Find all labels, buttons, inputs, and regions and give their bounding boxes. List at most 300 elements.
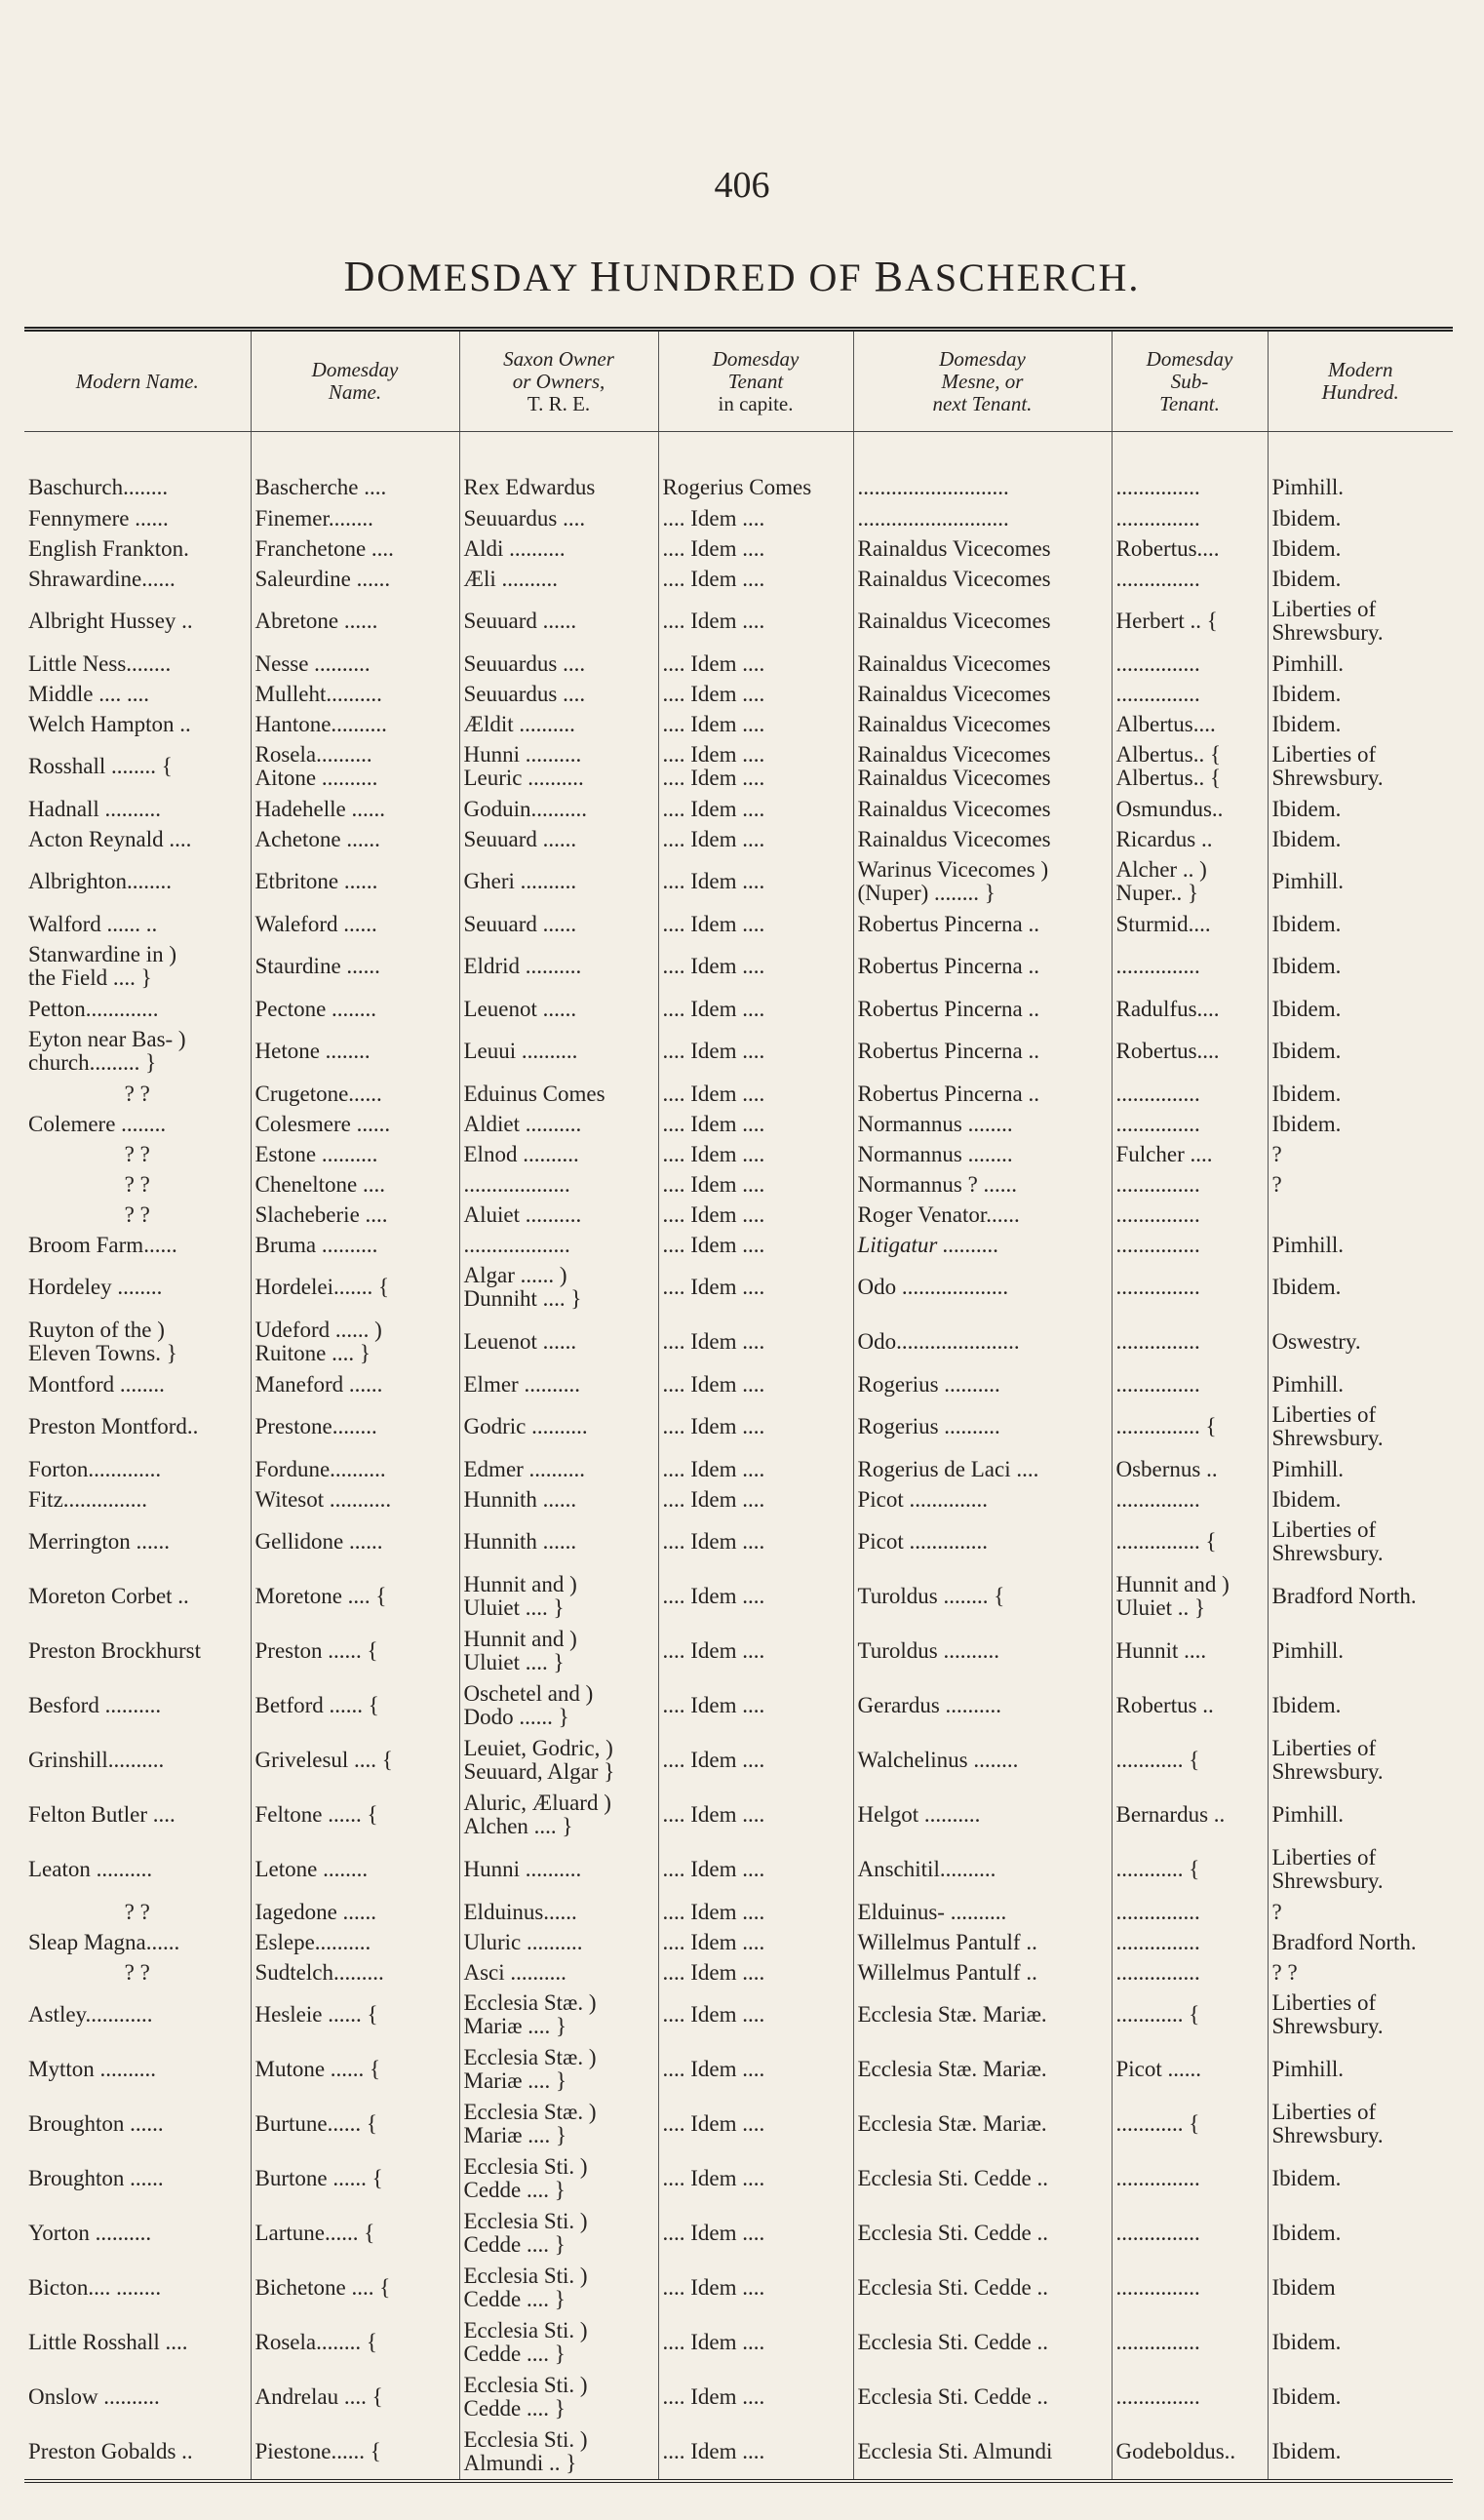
cell-saxon: Seuuardus .... [459, 649, 658, 679]
cell-mesne: Rainaldus Vicecomes [853, 594, 1112, 649]
cell-domesday: Colesmere ...... [251, 1109, 459, 1139]
cell-mesne: ........................... [853, 471, 1112, 503]
table-row [24, 1957, 1453, 1988]
cell-hundred: Ibidem. [1271, 796, 1342, 821]
cell-tenant: .... Idem .... [658, 1079, 853, 1109]
cell-modern: Rosshall ........ { [24, 739, 251, 794]
cell-sub: Hunnit and ) Uluiet .. } [1112, 1569, 1268, 1624]
cell-tenant: .... Idem .... [658, 2206, 853, 2261]
cell-domesday: Moretone .... { [251, 1569, 459, 1624]
cell-hundred: Liberties of Shrewsbury. [1271, 1990, 1384, 2038]
cell-hundred: Ibidem. [1271, 2384, 1342, 2409]
cell-hundred: Ibidem. [1268, 2424, 1453, 2481]
cell-mesne: Rainaldus Vicecomes [853, 649, 1112, 679]
cell-tenant: .... Idem .... [658, 1515, 853, 1569]
cell-mesne: Elduinus- .......... [853, 1897, 1112, 1927]
cell-mesne: Roger Venator...... [853, 1200, 1112, 1230]
cell-sub: ............... [1112, 1927, 1268, 1957]
cell-mesne: Ecclesia Stæ. Mariæ. [853, 1988, 1112, 2042]
cell-tenant: .... Idem .... [658, 1569, 853, 1624]
cell-tenant: .... Idem .... [658, 1927, 853, 1957]
cell-tenant: .... Idem .... [658, 649, 853, 679]
cell-domesday: Mulleht.......... [251, 679, 459, 709]
table-row [24, 2424, 1453, 2481]
cell-mesne: Rainaldus Vicecomes [853, 794, 1112, 824]
cell-saxon: ................... [459, 1230, 658, 1260]
cell-tenant: .... Idem .... [658, 503, 853, 533]
table-row [24, 1399, 1453, 1454]
cell-tenant: .... Idem .... [658, 2151, 853, 2206]
cell-saxon: Seuuard ...... [459, 594, 658, 649]
cell-modern: English Frankton. [24, 533, 251, 564]
header-mesne-tenant: Domesday Mesne, or next Tenant. [853, 330, 1112, 432]
cell-modern: Colemere ........ [24, 1109, 251, 1139]
cell-domesday: Franchetone .... [251, 533, 459, 564]
cell-modern: Albright Hussey .. [24, 594, 251, 649]
cell-saxon: Gheri .......... [459, 854, 658, 909]
cell-tenant: .... Idem .... [658, 2424, 853, 2481]
header-sub-tenant: Domesday Sub- Tenant. [1112, 330, 1268, 432]
cell-hundred: Ibidem. [1271, 826, 1342, 851]
cell-tenant: .... Idem .... [658, 1897, 853, 1927]
cell-saxon: Ecclesia Stæ. ) Mariæ .... } [459, 2097, 658, 2151]
cell-domesday: Rosela........ { [251, 2315, 459, 2370]
cell-modern: Merrington ...... [24, 1515, 251, 1569]
cell-hundred: Ibidem. [1271, 954, 1342, 978]
table-row [24, 1230, 1453, 1260]
cell-sub: Albertus.... [1112, 709, 1268, 739]
cell-mesne: Rainaldus Vicecomes [853, 533, 1112, 564]
cell-saxon: Aldi .......... [459, 533, 658, 564]
cell-sub: ............ { [1112, 1988, 1268, 2042]
cell-modern: ? ? [24, 1200, 251, 1230]
cell-saxon: Seuuard ...... [459, 909, 658, 939]
cell-saxon: Ældit .......... [459, 709, 658, 739]
cell-modern: Leaton .......... [24, 1842, 251, 1897]
cell-tenant: .... Idem .... [658, 2261, 853, 2315]
cell-hundred: Ibidem. [1271, 911, 1342, 936]
cell-mesne: ........................... [853, 503, 1112, 533]
cell-mesne: Robertus Pincerna .. [853, 1024, 1112, 1079]
cell-tenant: .... Idem .... [658, 1484, 853, 1515]
cell-tenant: .... Idem .... [658, 994, 853, 1024]
title-part: UNDRED OF [622, 256, 875, 299]
table-row [24, 1897, 1453, 1927]
cell-domesday: Etbritone ...... [251, 854, 459, 909]
cell-sub: ............... [1112, 1315, 1268, 1369]
cell-sub: Bernardus .. [1112, 1788, 1268, 1842]
cell-sub: Godeboldus.. [1112, 2424, 1268, 2481]
table-row [24, 1024, 1453, 1079]
table-row [24, 1139, 1453, 1169]
cell-modern: ? ? [24, 1079, 251, 1109]
title-part: B [874, 253, 905, 300]
cell-modern: ? ? [24, 1897, 251, 1927]
cell-mesne: Normannus ? ...... [853, 1169, 1112, 1200]
cell-hundred: Pimhill. [1271, 1802, 1344, 1827]
cell-hundred: Pimhill. [1271, 869, 1344, 893]
table-row [24, 1260, 1453, 1315]
cell-saxon: Seuuard ...... [459, 824, 658, 854]
table-row [24, 649, 1453, 679]
cell-hundred: Pimhill. [1271, 1232, 1344, 1257]
cell-domesday: Burtune...... { [251, 2097, 459, 2151]
cell-mesne: Helgot .......... [853, 1788, 1112, 1842]
cell-saxon: Ecclesia Sti. ) Almundi .. } [459, 2424, 658, 2481]
cell-sub: Herbert .. { [1112, 594, 1268, 649]
cell-mesne: Turoldus .......... [853, 1624, 1112, 1678]
table-row [24, 471, 1453, 503]
cell-sub: ............... [1112, 2206, 1268, 2261]
cell-mesne: Picot .............. [853, 1484, 1112, 1515]
cell-saxon: Ecclesia Sti. ) Cedde .... } [459, 2261, 658, 2315]
cell-saxon: Ecclesia Stæ. ) Mariæ .... } [459, 1988, 658, 2042]
cell-domesday: Estone .......... [251, 1139, 459, 1169]
cell-hundred: Ibidem. [1271, 1486, 1342, 1512]
cell-modern: Preston Brockhurst [24, 1624, 251, 1678]
cell-sub: ............... [1112, 503, 1268, 533]
cell-saxon: Leuui .......... [459, 1024, 658, 1079]
cell-mesne: Rainaldus Vicecomes [853, 679, 1112, 709]
cell-tenant: .... Idem .... [658, 1169, 853, 1200]
table-row [24, 2261, 1453, 2315]
cell-domesday: Udeford ...... ) Ruitone .... } [251, 1315, 459, 1369]
cell-mesne: Rogerius de Laci .... [853, 1454, 1112, 1484]
cell-domesday: Betford ...... { [251, 1678, 459, 1733]
cell-sub: ............... [1112, 1200, 1268, 1230]
cell-tenant: .... Idem .... .... Idem .... [658, 739, 853, 794]
cell-domesday: Achetone ...... [251, 824, 459, 854]
cell-hundred: Pimhill. [1271, 650, 1344, 676]
cell-hundred [1268, 1200, 1453, 1230]
cell-hundred: Ibidem [1271, 2275, 1336, 2300]
table-row [24, 1200, 1453, 1230]
cell-mesne: Ecclesia Sti. Cedde .. [853, 2206, 1112, 2261]
table-row [24, 1842, 1453, 1897]
cell-hundred: Bradford North. [1271, 1929, 1417, 1954]
table-row [24, 824, 1453, 854]
table-row [24, 1569, 1453, 1624]
cell-mesne: Robertus Pincerna .. [853, 909, 1112, 939]
cell-saxon: Aldiet .......... [459, 1109, 658, 1139]
cell-mesne: Robertus Pincerna .. [853, 994, 1112, 1024]
cell-domesday: Slacheberie .... [251, 1200, 459, 1230]
cell-sub: ............... [1112, 564, 1268, 594]
table-row [24, 2315, 1453, 2370]
cell-sub: Albertus.. { Albertus.. { [1112, 739, 1268, 794]
cell-tenant: .... Idem .... [658, 854, 853, 909]
cell-modern: Little Ness........ [24, 649, 251, 679]
cell-mesne: Gerardus .......... [853, 1678, 1112, 1733]
cell-modern: Moreton Corbet .. [24, 1569, 251, 1624]
table-row [24, 1109, 1453, 1139]
cell-tenant: .... Idem .... [658, 709, 853, 739]
cell-tenant: .... Idem .... [658, 1957, 853, 1988]
cell-hundred: Ibidem. [1271, 505, 1342, 531]
table-row [24, 503, 1453, 533]
table-row [24, 2370, 1453, 2424]
cell-sub: ............... { [1112, 1515, 1268, 1569]
cell-saxon: Hunnit and ) Uluiet .... } [459, 1624, 658, 1678]
table-row [24, 909, 1453, 939]
cell-hundred: Ibidem. [1271, 1039, 1342, 1063]
cell-domesday: Feltone ...... { [251, 1788, 459, 1842]
table-row [24, 739, 1453, 794]
cell-tenant: Rogerius Comes [658, 471, 853, 503]
cell-domesday: Nesse .......... [251, 649, 459, 679]
cell-hundred: Oswestry. [1271, 1329, 1361, 1354]
cell-saxon: Hunnit and ) Uluiet .... } [459, 1569, 658, 1624]
cell-mesne: Ecclesia Sti. Almundi [853, 2424, 1112, 2481]
table-row [24, 679, 1453, 709]
cell-hundred: Ibidem. [1271, 1081, 1342, 1106]
cell-mesne: Rogerius .......... [853, 1399, 1112, 1454]
cell-domesday: Fordune.......... [251, 1454, 459, 1484]
cell-sub: ............... [1112, 2370, 1268, 2424]
cell-modern: Yorton .......... [24, 2206, 251, 2261]
cell-hundred: Ibidem. [1271, 566, 1342, 591]
cell-hundred: Liberties of Shrewsbury. [1271, 2100, 1384, 2147]
table-row [24, 1169, 1453, 1200]
table-row [24, 1515, 1453, 1569]
cell-domesday: Eslepe.......... [251, 1927, 459, 1957]
cell-sub: ............... [1112, 1897, 1268, 1927]
cell-hundred: Pimhill. [1271, 2057, 1344, 2081]
cell-mesne: Normannus ........ [853, 1109, 1112, 1139]
cell-sub: Robertus .. [1112, 1678, 1268, 1733]
cell-sub: ............... [1112, 649, 1268, 679]
cell-mesne: Robertus Pincerna .. [853, 939, 1112, 994]
cell-mesne: Willelmus Pantulf .. [853, 1957, 1112, 1988]
table-row [24, 533, 1453, 564]
cell-modern: Broughton ...... [24, 2151, 251, 2206]
cell-tenant: .... Idem .... [658, 2370, 853, 2424]
cell-mesne: Ecclesia Sti. Cedde .. [853, 2261, 1112, 2315]
cell-hundred: Bradford North. [1271, 1584, 1417, 1608]
cell-hundred: Liberties of Shrewsbury. [1271, 597, 1384, 645]
cell-tenant: .... Idem .... [658, 824, 853, 854]
cell-saxon: Elduinus...... [459, 1897, 658, 1927]
table-row [24, 1484, 1453, 1515]
cell-tenant: .... Idem .... [658, 1788, 853, 1842]
cell-modern: Broughton ...... [24, 2097, 251, 2151]
cell-hundred: Ibidem. [1271, 2166, 1342, 2190]
cell-tenant: .... Idem .... [658, 1315, 853, 1369]
cell-sub: ............ { [1112, 2097, 1268, 2151]
cell-domesday: Crugetone...... [251, 1079, 459, 1109]
cell-saxon: Asci .......... [459, 1957, 658, 1988]
cell-domesday: Bruma .......... [251, 1230, 459, 1260]
cell-modern: Astley............ [24, 1988, 251, 2042]
page-title [0, 252, 1484, 301]
cell-saxon: Leuiet, Godric, ) Seuuard, Algar } [459, 1733, 658, 1788]
cell-hundred: ? ? [1271, 1959, 1298, 1985]
cell-modern: Hordeley ........ [24, 1260, 251, 1315]
table-row [24, 1733, 1453, 1788]
cell-saxon: Edmer .......... [459, 1454, 658, 1484]
cell-modern: Welch Hampton .. [24, 709, 251, 739]
cell-tenant: .... Idem .... [658, 1139, 853, 1169]
cell-domesday: Abretone ...... [251, 594, 459, 649]
table-row [24, 1315, 1453, 1369]
cell-hundred: Ibidem. [1271, 1693, 1342, 1717]
cell-hundred: Liberties of Shrewsbury. [1271, 1517, 1384, 1565]
cell-tenant: .... Idem .... [658, 1399, 853, 1454]
cell-sub: Picot ...... [1112, 2042, 1268, 2097]
cell-sub: ............... [1112, 1957, 1268, 1988]
cell-sub: ............ { [1112, 1842, 1268, 1897]
cell-domesday: Hadehelle ...... [251, 794, 459, 824]
cell-domesday: Lartune...... { [251, 2206, 459, 2261]
cell-domesday: Pectone ........ [251, 994, 459, 1024]
cell-modern: Felton Butler .... [24, 1788, 251, 1842]
cell-tenant: .... Idem .... [658, 1733, 853, 1788]
cell-modern: Besford .......... [24, 1678, 251, 1733]
cell-modern: Middle .... .... [24, 679, 251, 709]
cell-mesne: Normannus ........ [853, 1139, 1112, 1169]
cell-modern: Little Rosshall .... [24, 2315, 251, 2370]
cell-mesne: Rogerius .......... [853, 1369, 1112, 1399]
cell-hundred: Pimhill. [1271, 1371, 1344, 1397]
cell-saxon: Aluric, Æluard ) Alchen .... } [459, 1788, 658, 1842]
cell-sub: ............... [1112, 471, 1268, 503]
cell-hundred: Liberties of Shrewsbury. [1271, 742, 1384, 790]
cell-hundred: Liberties of Shrewsbury. [1271, 1402, 1384, 1450]
cell-tenant: .... Idem .... [658, 1454, 853, 1484]
cell-modern: Montford ........ [24, 1369, 251, 1399]
cell-domesday: Iagedone ...... [251, 1897, 459, 1927]
table-body [24, 432, 1453, 2482]
table-row [24, 2042, 1453, 2097]
cell-hundred: Ibidem. [1271, 681, 1342, 706]
cell-sub: Robertus.... [1112, 533, 1268, 564]
cell-mesne: Rainaldus Vicecomes [853, 824, 1112, 854]
cell-modern: Sleap Magna...... [24, 1927, 251, 1957]
cell-saxon: ................... [459, 1169, 658, 1200]
cell-saxon: Hunni .......... Leuric .......... [459, 739, 658, 794]
cell-mesne: Ecclesia Sti. Cedde .. [853, 2315, 1112, 2370]
cell-domesday: Bichetone .... { [251, 2261, 459, 2315]
cell-sub: ............... [1112, 2261, 1268, 2315]
cell-mesne: Warinus Vicecomes ) (Nuper) ........ } [853, 854, 1112, 909]
table-row [24, 594, 1453, 649]
table-header-row [24, 330, 1453, 432]
cell-saxon: Aluiet .......... [459, 1200, 658, 1230]
cell-mesne: Robertus Pincerna .. [853, 1079, 1112, 1109]
cell-modern: Baschurch........ [24, 471, 251, 503]
cell-domesday: Saleurdine ...... [251, 564, 459, 594]
cell-sub: ............... [1112, 1230, 1268, 1260]
table-row [24, 2206, 1453, 2261]
table-spacer-row [24, 432, 1453, 472]
cell-sub: Osmundus.. [1112, 794, 1268, 824]
cell-tenant: .... Idem .... [658, 564, 853, 594]
cell-sub: ............ { [1112, 1733, 1268, 1788]
cell-tenant: .... Idem .... [658, 939, 853, 994]
table-row [24, 1454, 1453, 1484]
cell-mesne: Ecclesia Stæ. Mariæ. [853, 2042, 1112, 2097]
cell-tenant: .... Idem .... [658, 1109, 853, 1139]
cell-saxon: Uluric .......... [459, 1927, 658, 1957]
cell-saxon: Hunnith ...... [459, 1515, 658, 1569]
cell-sub: ............... [1112, 1109, 1268, 1139]
cell-saxon: Hunni .......... [459, 1842, 658, 1897]
table-row [24, 2151, 1453, 2206]
cell-domesday: Hantone.......... [251, 709, 459, 739]
table-row [24, 564, 1453, 594]
cell-domesday: Waleford ...... [251, 909, 459, 939]
title-part: ASCHERCH. [904, 256, 1141, 299]
cell-modern: Eyton near Bas- ) church......... } [24, 1024, 251, 1079]
cell-saxon: Rex Edwardus [459, 471, 658, 503]
cell-tenant: .... Idem .... [658, 1369, 853, 1399]
cell-domesday: Piestone...... { [251, 2424, 459, 2481]
cell-domesday: Maneford ...... [251, 1369, 459, 1399]
table-row [24, 854, 1453, 909]
cell-tenant: .... Idem .... [658, 594, 853, 649]
cell-saxon: Ecclesia Sti. ) Cedde .... } [459, 2206, 658, 2261]
cell-sub: Alcher .. ) Nuper.. } [1112, 854, 1268, 909]
cell-mesne: Picot .............. [853, 1515, 1112, 1569]
table-row [24, 2097, 1453, 2151]
cell-modern: Grinshill.......... [24, 1733, 251, 1788]
cell-sub: ............... [1112, 1079, 1268, 1109]
cell-domesday: Mutone ...... { [251, 2042, 459, 2097]
table-row [24, 1369, 1453, 1399]
cell-tenant: .... Idem .... [658, 1842, 853, 1897]
cell-tenant: .... Idem .... [658, 1260, 853, 1315]
cell-saxon: Seuuardus .... [459, 679, 658, 709]
cell-saxon: Algar ...... ) Dunniht .... } [459, 1260, 658, 1315]
cell-modern: Bicton.... ........ [24, 2261, 251, 2315]
cell-modern: Shrawardine...... [24, 564, 251, 594]
cell-mesne: Ecclesia Stæ. Mariæ. [853, 2097, 1112, 2151]
cell-domesday: Bascherche .... [251, 471, 459, 503]
cell-modern: Walford ...... .. [24, 909, 251, 939]
cell-hundred: Ibidem. [1271, 2221, 1342, 2245]
cell-mesne: Walchelinus ........ [853, 1733, 1112, 1788]
cell-modern: ? ? [24, 1957, 251, 1988]
cell-sub: Fulcher .... [1112, 1139, 1268, 1169]
cell-modern: Petton............. [24, 994, 251, 1024]
cell-sub: ............... [1112, 939, 1268, 994]
cell-modern: Fennymere ...... [24, 503, 251, 533]
cell-saxon: Ecclesia Sti. ) Cedde .... } [459, 2370, 658, 2424]
cell-mesne: Odo...................... [853, 1315, 1112, 1369]
cell-sub: Robertus.... [1112, 1024, 1268, 1079]
table-row [24, 794, 1453, 824]
page-number: 406 [714, 165, 770, 206]
cell-hundred: Ibidem. [1271, 535, 1342, 561]
header-tenant-in-capite: Domesday Tenant in capite. [658, 330, 853, 432]
cell-domesday: Andrelau .... { [251, 2370, 459, 2424]
cell-modern: Albrighton........ [24, 854, 251, 909]
cell-sub: Sturmid.... [1112, 909, 1268, 939]
cell-mesne: Odo ................... [853, 1260, 1112, 1315]
cell-hundred: Pimhill. [1271, 1638, 1344, 1663]
cell-saxon: Ecclesia Sti. ) Cedde .... } [459, 2151, 658, 2206]
cell-sub: Osbernus .. [1112, 1454, 1268, 1484]
title-part: OMESDAY [376, 256, 591, 299]
cell-saxon: Goduin.......... [459, 794, 658, 824]
cell-saxon: Oschetel and ) Dodo ...... } [459, 1678, 658, 1733]
cell-sub: ............... [1112, 1169, 1268, 1200]
cell-domesday: Letone ........ [251, 1842, 459, 1897]
cell-domesday: Hetone ........ [251, 1024, 459, 1079]
cell-modern: Fitz............... [24, 1484, 251, 1515]
cell-sub: Ricardus .. [1112, 824, 1268, 854]
cell-hundred: ? [1271, 1141, 1282, 1166]
